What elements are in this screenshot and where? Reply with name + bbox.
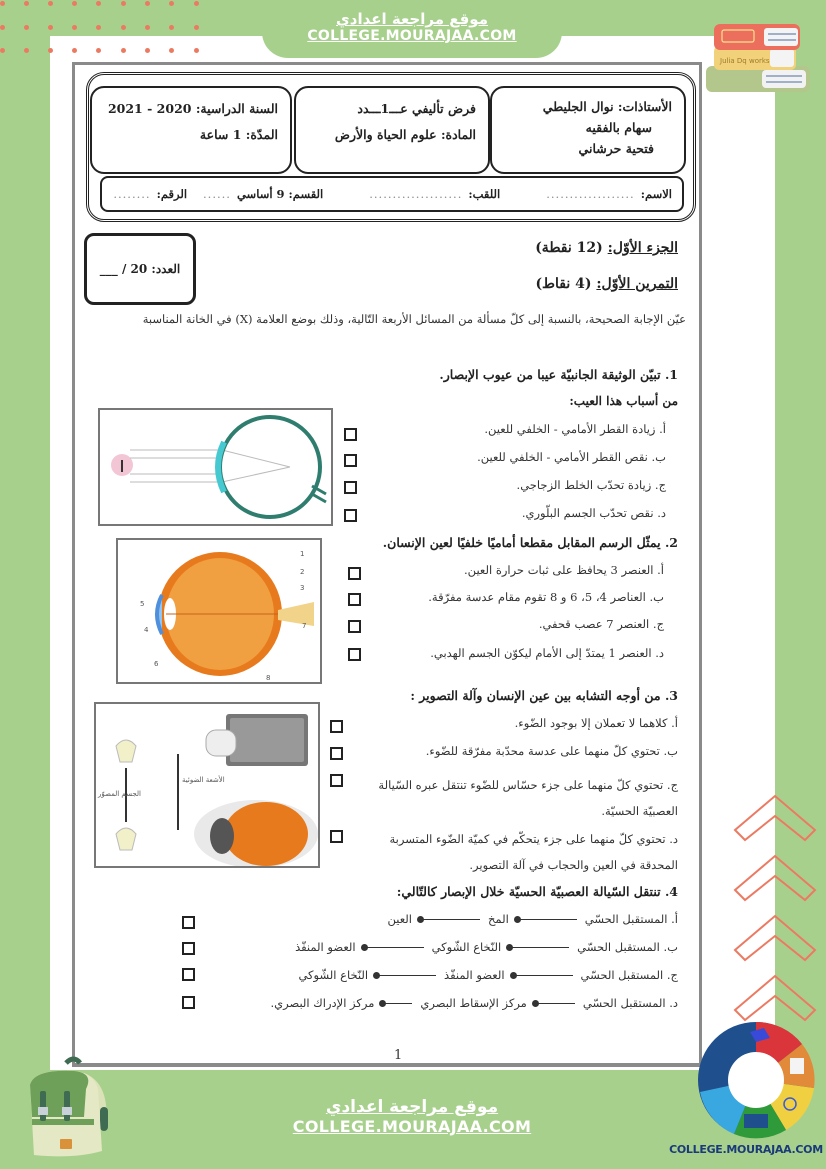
q3-checkbox-b[interactable] (330, 747, 343, 760)
site-domain-link[interactable]: COLLEGE.MOURAJAA.COM (292, 1117, 532, 1136)
teacher-name: فتحية حرشاني (578, 141, 654, 156)
question-3-stem: 3. من أوجه التشابه بين عين الإنسان وآلة التصوير : (410, 688, 678, 703)
part-title (535, 240, 678, 256)
surname-label: اللقب: (468, 187, 501, 201)
hyperopia-figure (98, 408, 333, 526)
svg-text:5: 5 (140, 600, 145, 608)
q2-option-b: ب. العناصر 4، 5، 6 و 8 تقوم مقام عدسة مفرّقة. (428, 590, 664, 604)
q2-option-d: د. العنصر 1 يمتدّ إلى الأمام ليكوّن الجسم الهدبي. (430, 646, 664, 660)
exercise-title-label: التمرين الأوّل: (596, 276, 678, 292)
q4-checkbox-b[interactable] (182, 942, 195, 955)
eye-camera-figure (94, 702, 320, 868)
q3-checkbox-d[interactable] (330, 830, 343, 843)
q1-checkbox-d[interactable] (344, 509, 357, 522)
teachers-cell (490, 86, 686, 174)
surname-field[interactable]: .................... (369, 187, 463, 201)
question-1-substem: من أسباب هذا العيب: (569, 394, 678, 408)
exam-title: فرض تأليفي عـــ1ـــدد (357, 101, 476, 116)
dot-pattern (0, 0, 210, 55)
q3-option-c: ج. تحتوي كلّ منهما على جزء حسّاس للضّوء تنتقل عبره السّيالة العصبيّة الحسيّة. (378, 778, 678, 818)
svg-text:4: 4 (144, 626, 149, 634)
brand-footer[interactable]: COLLEGE.MOURAJAA.COM (669, 1143, 823, 1156)
q4-chain-c: ج. المستقبل الحسّي العضو المنفّذ النّخاع الشّوكي (298, 968, 678, 982)
teacher-name: سهام بالفقيه (585, 120, 652, 135)
q2-option-c: ج. العنصر 7 عصب قحفي. (538, 617, 664, 631)
number-label: الرقم: (156, 187, 188, 201)
q4-checkbox-a[interactable] (182, 916, 195, 929)
duration: المدّة: 1 ساعة (199, 127, 278, 142)
svg-text:1: 1 (300, 550, 305, 558)
backpack-icon (14, 1055, 110, 1161)
subject-label: المادة: علوم الحياة والأرض (334, 127, 476, 142)
eye-ray-diagram-icon (100, 410, 333, 526)
q3-option-b: ب. تحتوي كلّ منهما على عدسة محدّبة مفرّقة للضّوء. (425, 744, 678, 758)
q2-option-a: أ. العنصر 3 يحافظ على ثبات حرارة العين. (464, 563, 664, 577)
q2-checkbox-c[interactable] (348, 620, 361, 633)
exam-info-cell (294, 86, 490, 174)
part-points: (12 نقطة) (535, 240, 603, 256)
exercise-title (535, 276, 678, 292)
q1-checkbox-a[interactable] (344, 428, 357, 441)
arrow-icon (513, 975, 573, 976)
q1-option-d: د. نقص تحدّب الجسم البلّوري. (521, 506, 666, 520)
q2-checkbox-b[interactable] (348, 593, 361, 606)
frame-left (0, 0, 50, 1169)
site-name-arabic[interactable]: موقع مراجعة اعدادي (325, 1097, 499, 1117)
question-1-stem: 1. تبيّن الوثيقة الجانبيّة عيبا من عيوب الإبصار. (439, 367, 678, 382)
site-banner-bottom[interactable] (262, 1075, 562, 1169)
svg-text:2: 2 (300, 568, 305, 576)
arrow-icon (509, 947, 569, 948)
q4-checkbox-c[interactable] (182, 968, 195, 981)
grade-text: العدد: 20 / ___ (99, 262, 181, 276)
q4-chain-d: د. المستقبل الحسّي مركز الإسقاط البصري مركز الإدراك البصري. (270, 996, 678, 1010)
svg-text:3: 3 (300, 584, 305, 592)
q4-checkbox-d[interactable] (182, 996, 195, 1009)
svg-text:6: 6 (154, 660, 159, 668)
class-label: القسم: 9 أساسي (236, 187, 324, 201)
grade-box[interactable] (84, 233, 196, 305)
q2-checkbox-a[interactable] (348, 567, 361, 580)
number-field[interactable]: ........ (113, 187, 151, 201)
label-light-rays: الأشعة الضوئية (182, 776, 225, 784)
page-number: 1 (394, 1048, 403, 1063)
q3-option-d: د. تحتوي كلّ منهما على جزء يتحكّم في كميّة الضّوء المتسربة المحدقة في العين والحجاب في آلة التصوير. (389, 832, 678, 872)
site-name-arabic[interactable]: موقع مراجعة اعدادي (336, 10, 488, 28)
q1-option-c: ج. زيادة تحدّب الخلط الزجاجي. (516, 478, 666, 492)
question-4-stem: 4. تنتقل السّيالة العصبيّة الحسيّة خلال الإبصار كالتّالي: (396, 884, 678, 899)
arrow-icon (382, 1003, 412, 1004)
name-label: الاسم: (640, 187, 672, 201)
site-domain-link[interactable]: COLLEGE.MOURAJAA.COM (307, 28, 517, 44)
q1-checkbox-c[interactable] (344, 481, 357, 494)
q3-checkbox-c[interactable] (330, 774, 343, 787)
school-year: السنة الدراسية: 2020 - 2021 (107, 101, 278, 116)
arrow-icon (517, 919, 577, 920)
label-object: الجسم المصوّر (98, 790, 141, 798)
name-field[interactable]: ................... (546, 187, 635, 201)
books-stack-icon (700, 14, 818, 96)
arrow-icon (364, 947, 424, 948)
svg-text:7: 7 (302, 622, 307, 630)
eye-camera-comparison-icon (96, 704, 320, 868)
exercise-points: (4 نقاط) (535, 276, 592, 292)
q1-checkbox-b[interactable] (344, 454, 357, 467)
eye-cross-section-icon (118, 540, 322, 684)
svg-text:Julia Dq works: Julia Dq works (720, 57, 770, 65)
teachers-label: الأستاذات: نوال الجليطي (542, 99, 672, 114)
subjects-wheel-logo (694, 1018, 818, 1142)
q1-option-b: ب. نقص القطر الأمامي - الخلفي للعين. (477, 450, 666, 464)
q3-checkbox-a[interactable] (330, 720, 343, 733)
instructions: عيّن الإجابة الصحيحة، بالنسبة إلى كلّ مسألة من المسائل الأربعة التّالية، وذلك بوضع العلامة (X) في الخانة المناسبة (142, 312, 686, 326)
arrow-icon (376, 975, 436, 976)
year-cell (90, 86, 292, 174)
svg-text:8: 8 (266, 674, 271, 682)
class-field[interactable]: ...... (203, 187, 231, 201)
q4-chain-a: أ. المستقبل الحسّي المخ العين (387, 912, 678, 926)
site-banner-top[interactable] (262, 0, 562, 58)
arrow-icon (420, 919, 480, 920)
chevron-up-icon (730, 790, 820, 1040)
q2-checkbox-d[interactable] (348, 648, 361, 661)
q1-option-a: أ. زيادة القطر الأمامي - الخلفي للعين. (484, 422, 666, 436)
part-title-label: الجزء الأوّل: (607, 240, 678, 256)
arrow-icon (535, 1003, 575, 1004)
q3-option-a: أ. كلاهما لا تعملان إلا بوجود الضّوء. (514, 716, 678, 730)
eye-section-figure (116, 538, 322, 684)
question-2-stem: 2. يمثّل الرسم المقابل مقطعا أماميًا خلفيًا لعين الإنسان. (382, 535, 678, 550)
student-info-row (100, 176, 684, 212)
q4-chain-b: ب. المستقبل الحسّي النّخاع الشّوكي العضو المنفّذ (295, 940, 678, 954)
